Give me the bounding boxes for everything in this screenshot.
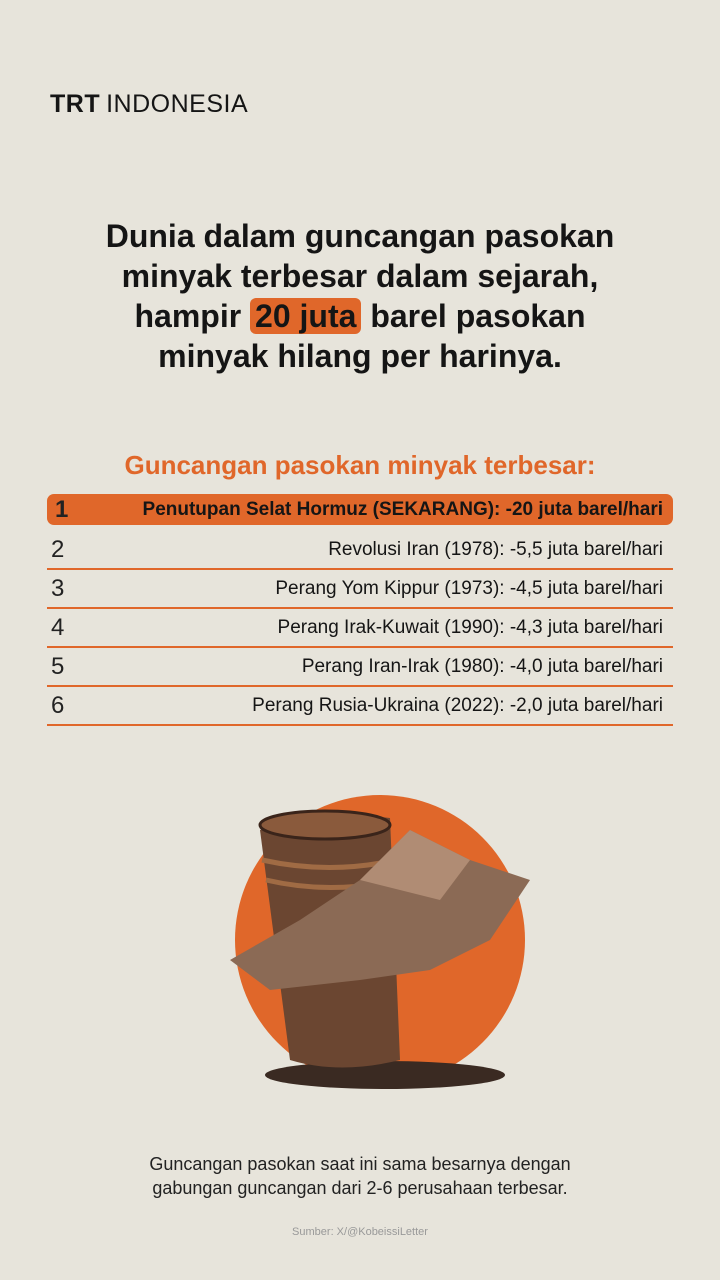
list-item: 1 Penutupan Selat Hormuz (SEKARANG): -20 juta barel/hari xyxy=(47,494,673,525)
list-item: 3 Perang Yom Kippur (1973): -4,5 juta barel/hari xyxy=(47,570,673,609)
headline xyxy=(40,216,680,376)
highlight-value: 20 juta xyxy=(250,298,361,334)
headline-line: Dunia dalam guncangan pasokan xyxy=(105,218,615,254)
trt-indonesia-logo: TRT INDONESIA xyxy=(50,90,249,118)
list-item: 4 Perang Irak-Kuwait (1990): -4,3 juta barel/hari xyxy=(47,609,673,648)
source-credit: Sumber: X/@KobeissiLetter xyxy=(292,1226,428,1238)
headline-line: minyak terbesar dalam sejarah, xyxy=(121,258,599,294)
list-title: Guncangan pasokan minyak terbesar: xyxy=(124,450,596,480)
list-item: 6 Perang Rusia-Ukraina (2022): -2,0 juta barel/hari xyxy=(47,687,673,726)
list-item: 5 Perang Iran-Irak (1980): -4,0 juta barel/hari xyxy=(47,648,673,687)
headline-line: hampir 20 juta barel pasokan xyxy=(134,298,586,334)
oil-barrel-illustration xyxy=(210,790,550,1100)
footnote: Guncangan pasokan saat ini sama besarnya dengan gabungan guncangan dari 2-6 perusahaan terbesar. xyxy=(149,1154,571,1198)
ranking-list xyxy=(47,494,673,726)
list-item: 2 Revolusi Iran (1978): -5,5 juta barel/hari xyxy=(47,531,673,570)
headline-line: minyak hilang per harinya. xyxy=(158,338,562,374)
